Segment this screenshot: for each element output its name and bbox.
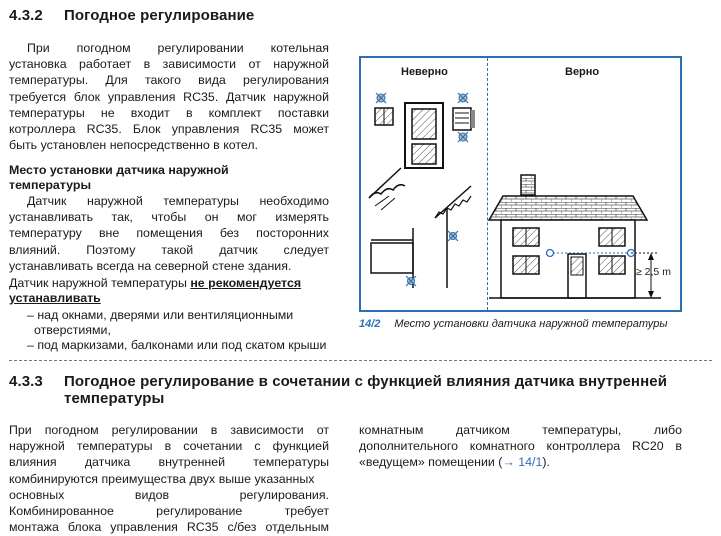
text-line: установка работает в зависимости от наружной <box>9 57 329 72</box>
height-dimension-label: ≥ 2,5 m <box>636 266 671 278</box>
paragraph-placement <box>9 193 329 274</box>
subheading-line: Место установки датчика наружной <box>9 163 229 177</box>
balcony <box>371 228 413 288</box>
house <box>489 175 661 298</box>
list-item-text: отверстиями, <box>34 323 111 337</box>
section-title: Погодное регулирование в сочетании с функцией влияния датчика внутренней <box>64 373 668 390</box>
text-line: комбинируются преимущества двух выше указанных <box>9 471 315 486</box>
door-with-window <box>405 103 443 168</box>
caption-text: Место установки датчика наружной температуры <box>394 318 668 330</box>
section-title: Погодное регулирование <box>64 7 255 24</box>
sensor-crossed-icon <box>448 231 458 241</box>
text-line: дополнительного комнатного контроллера RC20 в <box>359 439 682 454</box>
text-line: устанавливать так, чтобы он мог измерять <box>9 210 329 225</box>
sensor-crossed-icon <box>376 93 386 103</box>
paragraph-intro <box>9 40 329 153</box>
section-heading-4-3-3 <box>9 373 709 407</box>
reference-link[interactable]: → 14/1 <box>502 455 543 470</box>
list-item <box>27 338 337 353</box>
emphasis-text: не рекомендуется <box>190 276 302 290</box>
list-item-text: – под маркизами, балконами или под скатом крыши <box>27 338 327 352</box>
list-item-text: – над окнами, дверями или вентиляционными <box>27 308 294 322</box>
text-fragment: ). <box>542 455 550 470</box>
paragraph-combined-left <box>9 422 329 535</box>
text-line: устанавливать всегда на северной стене здания. <box>9 258 292 273</box>
section-divider <box>9 360 712 361</box>
label-wrong: Неверно <box>401 66 448 78</box>
section-title-continued: температуры <box>64 390 165 407</box>
label-right: Верно <box>565 66 600 78</box>
section-number: 4.3.3 <box>9 373 43 390</box>
text-line: комнатным датчиком температуры, либо <box>359 423 682 437</box>
figure-illustration <box>361 58 681 310</box>
text-line: При погодном регулировании в зависимости от <box>9 423 329 437</box>
text-line: быть установлен непосредственно в котел. <box>9 138 259 153</box>
sensor-crossed-icon <box>406 276 416 286</box>
subheading-sensor-placement <box>9 163 329 192</box>
caption-number: 14/2 <box>359 318 381 330</box>
text-line: Комбинированное регулирование требует <box>9 504 329 519</box>
subheading-line: температуры <box>9 177 92 192</box>
text-line: монтажа блока управления RC35 с/без отдельным <box>9 520 329 535</box>
text-line: котроллера RC35. Блок управления RC35 может <box>9 122 329 137</box>
text-line: требуется блок управления RC35. Датчик наружной <box>9 89 329 104</box>
emphasis-text: устанавливать <box>9 291 101 305</box>
text-line <box>359 454 682 470</box>
text-line: температуры не входит в комплект поставки <box>9 105 329 120</box>
paragraph-not-recommended <box>9 276 329 306</box>
text-line: Датчик наружной температуры необходимо <box>27 194 329 208</box>
section-number: 4.3.2 <box>9 7 43 24</box>
text-line: влияний. Поэтому такой датчик следует <box>9 242 329 257</box>
sensor-crossed-icon <box>458 132 468 142</box>
text-line: Датчик наружной температуры <box>9 276 187 290</box>
vent-grille <box>453 108 475 130</box>
bullet-list <box>27 308 337 353</box>
awning <box>369 168 405 210</box>
list-item <box>27 308 337 338</box>
text-line: основных видов регулирования. <box>9 487 329 502</box>
sensor-crossed-icon <box>458 93 468 103</box>
section-heading-4-3-2 <box>9 7 254 24</box>
text-line: наружной температуры в сочетании с функцией <box>9 439 329 454</box>
text-line: температуры. Для такого вида регулирования <box>9 73 329 88</box>
paragraph-combined-right <box>359 422 682 471</box>
text-line: влияния датчика внутренней температуры <box>9 455 329 470</box>
text-fragment: «ведущем» помещении ( <box>359 455 503 470</box>
text-line: температуру вне помещения без посторонних <box>9 226 329 241</box>
text-line: При погодном регулировании котельная <box>27 41 329 55</box>
small-window <box>375 108 393 125</box>
figure-caption <box>359 318 667 330</box>
